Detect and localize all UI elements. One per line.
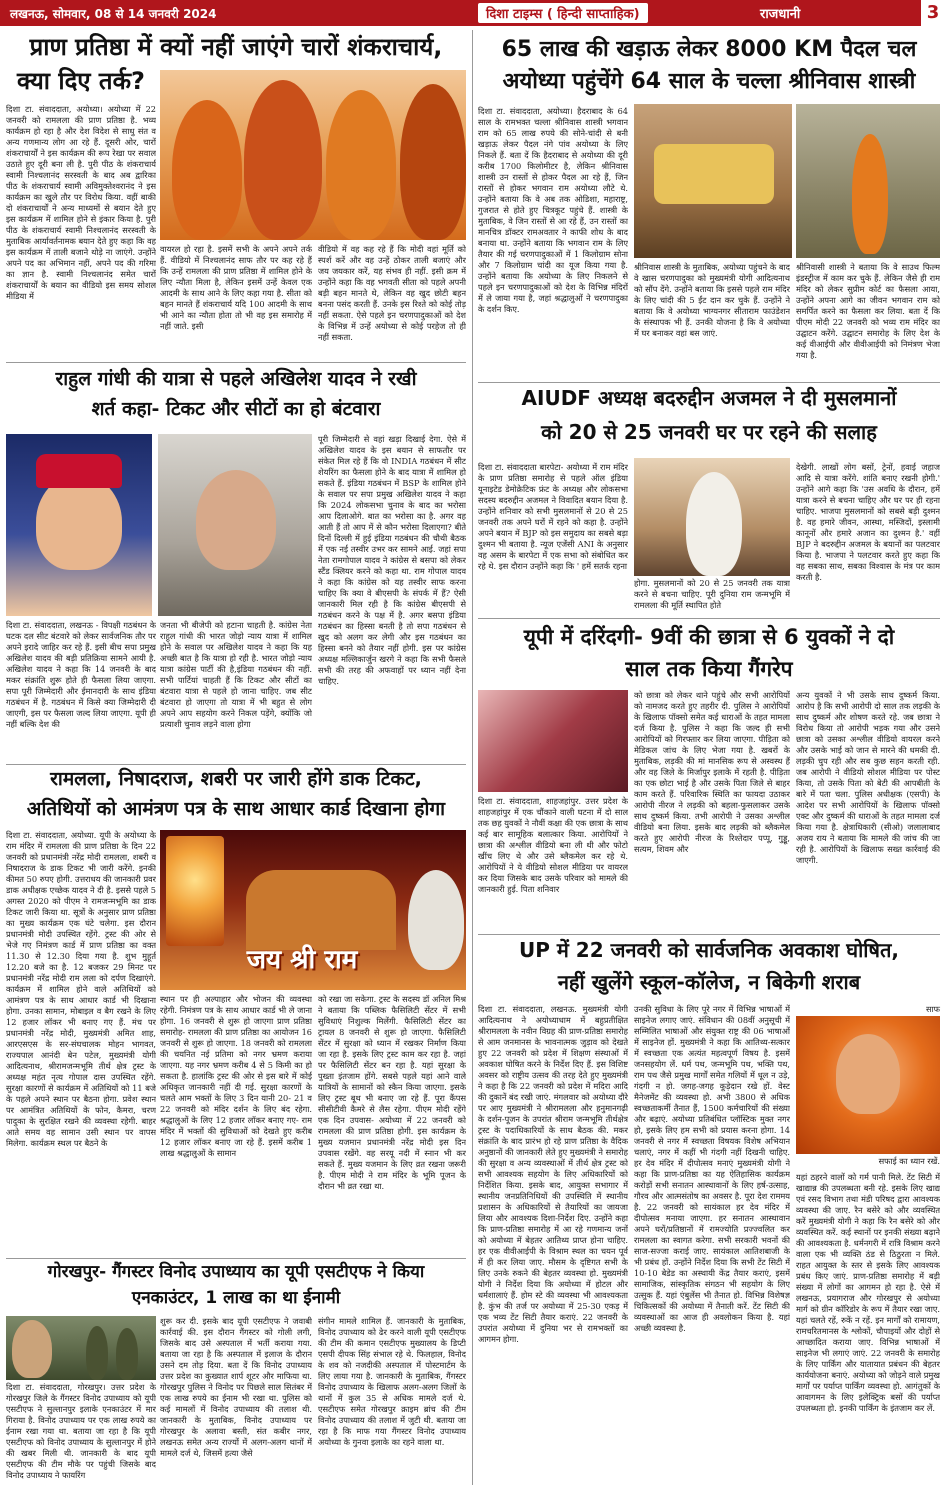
body-aiudf-col3: देखेगी. लाखों लोग बसों, ट्रेनों, हवाई जहाज आदि से यात्रा करेंगे. शांति बनाए रखनी होगी.' उन्होंने आगे कहा कि 'उस अवधि के दौरान, हमें यात्रा करने से बचना चाहिए और घर पर ही रहना चाहिए. भाजपा मुसलमानों को सबसे बड़ी दुश्मन है. वह हमारे जीवन, आस्था, मस्जिदों, इस्लामी कानूनों और हमारे अजान का दुश्मन है.' वहीं BJP ने बदरुद्दीन अजमल के बयानों का पलटवार किया है. भाजपा ने पलटवार करते हुए कहा कि वह सबका साथ, सबका विश्वास के मंत्र पर काम करती है. — [796, 462, 940, 582]
headline-aiudf-2: को 20 से 25 जनवरी घर पर रहने की सलाह — [541, 420, 877, 444]
photo-akhilesh — [6, 434, 152, 616]
headline-shankaracharya-1: प्राण प्रतिष्ठा में क्यों नहीं जाएंगे चारों शंकराचार्य, — [29, 33, 443, 61]
body-stamp-col3: को रखा जा सकेगा. ट्रस्ट के सदस्य डॉ अनिल मिश्र ने बताया कि पब्लिक फैसिलिटी सेंटर में सभी सुविधाएं निशुल्क मिलेंगी. फैसिलिटी सेंटर का ट्रायल 8 जनवरी से शुरू हो जाएगा. फैसिलिटी सेंटर में सुरक्षा को ध्यान में रखकर निर्माण किया जा रहा है. इसके लिए ट्रस्ट काम कर रहा है. जहां पर फैसिलिटी सेंटर बन रहा है. यहां सुरक्षा के पुख्ता इंतजाम होंगे. सबसे पहले यहां आने वाले यात्रियों के सामानों को स्कैन किया जाएगा. इसके लिए ट्रस्ट बूथ भी बनाए जा रहे हैं. पूरा कैंपस सीसीटीवी कैमरे से लैस रहेगा. पीएम मोदी रहेंगे एक दिन उपवास- अयोध्या में 22 जनवरी को रामलला की प्राण प्रतिष्ठा होगी. इस कार्यक्रम के मुख्य यजमान प्रधानमंत्री नरेंद्र मोदी इस दिन उपवास रखेंगे. वह सरयू नदी में स्नान भी कर सकते हैं. मुख्य यजमान के लिए व्रत रखना जरूरी है. पीएम मोदी ने राम मंदिर के भूमि पूजन के दौरान भी व्रत रखा था. — [318, 994, 466, 1191]
headline-shahjahanpur-1: यूपी में दरिंदगी- 9वीं की छात्रा से 6 युवकों ने दो — [523, 625, 895, 649]
masthead-date: लखनऊ, सोमवार, 08 से 14 जनवरी 2024 — [10, 7, 217, 21]
divider — [6, 362, 466, 363]
photo-crime-illustration — [478, 690, 628, 792]
police-figure — [116, 1328, 138, 1380]
body-holiday-col3: यहां ठहरने वालों को गर्म पानी मिले. टेंट सिटी में खाद्यान्न की उपलब्धता बनी रहे. इसके लिए खाद्य एवं रसद विभाग तथा मंडी परिषद द्वारा आवश्यक व्यवस्था की जाए. रैन बसेरे को और व्यवस्थित करें मुख्यमंत्री योगी ने कहा कि रैन बसेरे को और व्यवस्थित करें. कई स्थानों पर इनकी संख्या बढ़ाने की आवश्यकता है. धर्मनगरी में रात्रि विश्राम करने वाला एक भी व्यक्ति ठंड से ठिठुरता न मिले. राहत आयुक्त के स्तर से इसके लिए आवश्यक प्रबंध किए जाएं. प्राण-प्रतिष्ठा समारोह में बड़ी संख्या में लोगों का आगमन हो रहा है. ऐसे में लखनऊ, प्रयागराज और गोरखपुर से अयोध्या मार्ग को ग्रीन कॉरिडोर के रूप में तैयार रखा जाए. यहां चलते रहें, रुकें न रहें. इन मार्गों को रामायण, रामचरितमानस के श्लोकों, चौपाइयों और दोहों से आच्छादित कराया जाए. विभिन्न भाषाओं में साइनेज भी लगाएं जाएं. 22 जनवरी के समारोह के लिए पार्किंग और यातायात प्रबंधन की बेहतर कार्ययोजना बनाएं. अयोध्या को जोड़ने वाले प्रमुख मार्गों पर पर्याप्त पार्किंग व्यवस्था हो. आगंतुकों के आवागमन के लिए इलेक्ट्रिक बसों की पर्याप्त उपलब्धता हो. इनकी पार्किंग के इंतजाम कर लें. — [796, 1172, 940, 1413]
headline-rahul-1: राहुल गांधी की यात्रा से पहले अखिलेश यादव ने रखी — [55, 368, 417, 390]
photo-shastri-walking — [796, 104, 940, 258]
body-encounter-col1: दिशा टा. संवाददाता, गोरखपुर। उत्तर प्रदेश के गोरखपुर जिले के गैंगस्टर विनोद उपाध्याय को यूपी एसटीएफ ने सुल्तानपुर इलाके एनकाउंटर में मार गिराया है. विनोद उपाध्याय पर एक लाख रुपये का ईनाम रखा गया था. बताया जा रहा है कि यूपी एसटीएफ को विनोद उपाध्याय के सुल्तानपुर में होने की खबर मिली थी. जानकारी के बाद यूपी एसटीएफ की टीम मौके पर पहुंची जिसके बाद विनोद उपाध्याय ने फायरिंग — [6, 1382, 156, 1480]
red-cap — [36, 454, 122, 488]
body-aiudf-col1: दिशा टा. संवाददाता बारपेटा- अयोध्या में राम मंदिर के प्राण प्रतिष्ठा समारोह से पहले ऑल इंडिया यूनाइटेड डेमोक्रेटिक फ्रंट के अध्यक्ष और लोकसभा सदस्य बदरुद्दीन अजमल ने विवादित बयान दिया है. उन्होंने शनिवार को सभी मुसलमानों से 20 से 25 जनवरी तक अपने घरों में रहने को कहा है. उन्होंने अपने बयान में BJP को इस समुदाय का सबसे बड़ा दुश्मन भी बताया है. न्यूज एजेंसी ANI के अनुसार वह असम के बारपेटा में एक सभा को संबोधित कर रहे थे. इस दौरान उन्होंने कहा कि ' हमें सतर्क रहना — [478, 462, 628, 571]
divider — [6, 764, 466, 765]
body-shankaracharya-col2: वायरल हो रहा है. इसमें सभी के अपने अपने तर्क हैं. वीडियो में निश्चलानंद साफ तौर पर कह रहे हैं कि उन्हें रामलला की प्राण प्रतिष्ठा में शामिल होने के लिए न्यौता मिला है, लेकिन इसमें उन्हें केवल एक आदमी के साथ आने के लिए कहा गया है. सीता को बहन मानते हैं शंकराचार्य यदि 100 आदमी के साथ भी आने का न्यौता होता तो भी वह इस समारोह में नहीं जाते. इसी — [160, 244, 312, 331]
body-stamp-col1: दिशा टा. संवाददाता, अयोध्या. यूपी के अयोध्या के राम मंदिर में रामलला की प्राण प्रतिष्ठा के दिन 22 जनवरी को प्रधानमंत्री नरेंद्र मोदी रामलला, शबरी व निषादराज के डाक टिकट भी जारी करेंगे. इनकी कीमत 50 रुपए होगी. उत्तराधय की जानकारी प्रवर डाक अधीक्षक एच्छेक यादव ने दी है. इससे पहले 5 अगस्त 2020 को पीएम ने रामजन्मभूमि का डाक टिकट जारी किया था. सूत्रों के अनुसार प्राण प्रतिष्ठा का मुख्य कार्यक्रम एक घंटे चलेगा. इस दौरान प्रधानमंत्री मोदी उपस्थित रहेंगे. ट्रस्ट की ओर से भेजे गए निमंत्रण कार्ड में प्राण प्रतिष्ठा का वक्त 11.30 से 12.30 दिया गया है. शुभ मुहूर्त 12.20 बजे का है. 12 बजकर 29 मिनट पर प्रधानमंत्री नरेंद्र मोदी राम लला को दर्पण दिखाएंगे. कार्यक्रम में शामिल होने वाले अतिथियों को आमंत्रण पत्र के साथ आधार कार्ड भी दिखाना होगा. उनका सामान, मोबाइल व बैग रखने के लिए 12 हजार लॉकर भी बनाए गए हैं. मंच पर प्रधानमंत्री नरेंद्र मोदी, मुख्यमंत्री अमित शाह, आरएसएस के सर-संघचालक मोहन भागवत, राज्यपाल आनंदी बेन पटेल, मुख्यमंत्री योगी आदित्यनाथ, श्रीरामजन्मभूमि तीर्थ क्षेत्र ट्रस्ट के अध्यक्ष महंत नृत्य गोपाल दास उपस्थित रहेंगे. सुरक्षा कारणों से कार्यक्रम में अतिथियों को 11 बजे के पहले अपने स्थान पर बैठना होगा. प्रवेश स्थान पर आमंत्रित अतिथियों के फोन, कैमरा, चरण पादुका के सुरक्षित रखने की व्यवस्था रहेगी. बाहर आते समय वह सामान उसी स्थान पर वापस मिलेगा. कार्यक्रम स्थल पर बैठने के — [6, 830, 156, 1148]
headline-holiday-2: नहीं खुलेंगे स्कूल-कॉलेज, न बिकेगी शराब — [557, 970, 861, 994]
headline-khadau-1: 65 लाख की खड़ाऊ लेकर 8000 KM पैदल चल — [501, 37, 917, 62]
body-encounter-col2: शुरू कर दी. इसके बाद यूपी एसटीएफ ने जवाबी कार्रवाई की. इस दौरान गैंगस्टर को गोली लगी, जिसके बाद उसे अस्पताल में भर्ती कराया गया. बताया जा रहा है कि अस्पताल में इलाज के दौरान उसने दम तोड़ दिया. बता दें कि विनोद उपाध्याय उत्तर प्रदेश का कुख्यात शार्प शूटर और माफिया था. गोरखपुर पुलिस ने विनोद पर पिछले साल सितंबर में एक लाख रुपये का ईनाम भी रखा था. पुलिस को कई मामलों में विनोद उपाध्याय की तलाश थी. जानकारी के मुताबिक, विनोद उपाध्याय पर गोरखपुर के अलावा बस्ती, संत कबीर नगर, लखनऊ समेत अन्य राज्यों में अलग-अलग थानों में मामले दर्ज थे, जिसमें हत्या जैसे — [160, 1316, 312, 1458]
photo-encounter — [6, 1316, 156, 1380]
caption-holiday-top: साफ — [926, 1004, 940, 1014]
photo-ajmal — [634, 458, 790, 576]
modi-figure — [408, 870, 464, 970]
khadau-object — [654, 144, 774, 204]
photo-yogi — [796, 1016, 940, 1154]
masthead — [0, 0, 945, 26]
headline-aiudf-1: AIUDF अध्यक्ष बदरुद्दीन अजमल ने दी मुसलमानों — [521, 386, 897, 410]
photo-ram-idol — [166, 836, 224, 946]
headline-shankaracharya-2: क्या दिए तर्क? — [17, 67, 145, 95]
body-holiday-col2: उनकी सुविधा के लिए पूरे नगर में विभिन्न भाषाओं में साइनेज लगाए जाएं. संविधान की 08वीं अनुसूची में सम्मिलित भाषाओं और संयुक्त राष्ट्र की 06 भाषाओं में साइनेज हों. मुख्यमंत्री ने कहा कि आतिथ्य-सत्कार में स्वच्छता एक अत्यंत महत्वपूर्ण विषय है. इसमें जनसहयोग लें. धर्म पथ, जन्मभूमि पथ, भक्ति पथ, राम पथ जैसे प्रमुख मार्गों समेत गलियों में धूल न उड़े, गंदगी न हो. जगह-जगह कूड़ेदान रखे हों. वेस्ट मैनेजमेंट की व्यवस्था हो. अभी 3800 से अधिक स्वच्छताकर्मी तैनात हैं, 1500 कर्मचारियों की संख्या और बढ़ाएं. अयोध्या प्रतिबंधित प्लॉस्टिक मुक्त नगर हो, इसके लिए हम सभी को प्रयास करना होगा. 14 जनवरी से नगर में स्वच्छता विषयक विशेष अभियान चलाएं, नगर में कहीं भी गंदगी नहीं दिखनी चाहिए. हर देव मंदिर में दीपोत्सव मनाएं मुख्यमंत्री योगी ने कहा कि प्राण-प्रतिष्ठा का यह ऐतिहासिक कार्यक्रम करोड़ों सभी सनातन आस्थावानों के लिए हर्ष-उत्साह, गौरव और आत्मसंतोष का अवसर है. पूरा देश राममय है. 22 जनवरी को सायंकाल हर देव मंदिर में दीपोत्सव मनाया जाएगा. हर सनातन आस्थावान अपने घरों/प्रतिष्ठानों में रामज्योति प्रज्ज्वलित कर रामलला का स्वागत करेगा. सभी सरकारी भवनों की साज-सज्जा कराई जाए. सायंकाल आतिशबाजी के भी प्रबंध हों. उन्होंने निर्देश दिया कि सभी टेंट सिटी में 10-10 बेडेड का अस्थायी केंद्र तैयार कराएं, इसमें सामाजिक, सांस्कृतिक संगठन भी सहयोग के लिए उत्सुक हैं. यहां एंबुलेंस भी तैनात हो. विभिन्न विशेषज्ञ चिकित्सकों की अयोध्या में तैनाती करें. टेंट सिटी की व्यवस्थाओं का आज ही अवलोकन किया है. यहां अच्छी व्यवस्था है. — [634, 1004, 790, 1333]
body-shankaracharya-col3: वीडियो में वह कह रहे हैं कि मोदी वहां मूर्ति को स्पर्श करें और वह उन्हें ठोकर ताली बजाएं और जय जयकार करें, यह संभव ही नहीं. इसी क्रम में उन्होंने कहा कि वह भगवती सीता को पहले अपनी बड़ी बहन मानते थे, लेकिन वह खुद छोटी बहन बनना पसंद करती हैं. उनके इस रिश्ते को कोई तोड़ नहीं सकता. ऐसे पहले इन चरणपादुकाओं को देश के विभिन्न में उन्हें अयोध्या से कोई परहेज तो ही नहीं सकता. — [318, 244, 466, 342]
face — [196, 470, 276, 570]
face — [36, 474, 122, 570]
headline-stamp-1: रामलला, निषादराज, शबरी पर जारी होंगे डाक टिकट, — [50, 768, 422, 790]
column-divider — [472, 30, 473, 1485]
caption-holiday-mid: सफाई का ध्यान रखें. — [878, 1156, 940, 1166]
divider — [478, 934, 940, 935]
page-number: 3 — [921, 0, 945, 26]
body-aiudf-col2: होगा. मुसलमानों को 20 से 25 जनवरी तक यात्रा करने से बचना चाहिए. पूरी दुनिया राम जन्मभूमि में रामलला की मूर्ति स्थापित होते — [634, 578, 790, 610]
body-shahjahanpur-col2: को छात्रा को लेकर थाने पहुंचे और सभी आरोपियों को नामजद करते हुए तहरीर दी. पुलिस ने आरोपियों के खिलाफ पॉक्सो समेत कई धाराओं के तहत मामला दर्ज किया है. पुलिस ने कहा कि जल्द ही सभी आरोपियों को गिरफ्तार कर लिया जाएगा. पीड़िता को मेडिकल जांच के लिए भेजा गया है. खबरों के मुताबिक, लड़की की मां मानसिक रूप से अस्वस्थ हैं और वह जिले के मिर्जापुर इलाके में रहती है. पीड़िता का एक छोटा भाई है और उसके पिता जिले से बाहर काम करते हैं. परिवारिक स्थिति का फायदा उठाकर आरोपी नीरज ने लड़की को बहला-फुसलाकर उसके साथ दुष्कर्म किया. तभी आरोपी ने उसका अश्लील वीडियो बना लिया. इसके बाद लड़की को ब्लैकमेल करते हुए आरोपी नीरज के रिश्तेदार पप्पू, गुड्डू, सत्यम, शिवम और — [634, 690, 790, 854]
divider — [478, 382, 940, 383]
temple-structure — [246, 870, 396, 950]
body-encounter-col3: संगीन मामले शामिल हैं. जानकारी के मुताबिक, विनोद उपाध्याय को ढेर करने वाली यूपी एसटीएफ की टीम की कमान एसटीएफ मुख्यालय के डिप्टी एसपी दीपक सिंह संभाल रहे थे. फिलहाल, विनोद के शव को नजदीकी अस्पताल में पोस्टमार्टम के लिए लाया गया है. जानकारी के मुताबिक, गैंगस्टर विनोद उपाध्याय के खिलाफ अलग-अलग जिलों के थानों में कुल 35 से अधिक मामले दर्ज थे. एसटीएफ समेत गोरखपुर क्राइम ब्रांच की टीम विनोद उपाध्याय की तलाश में जुटी थी. बताया जा रहा है कि माफ गया गैंगस्टर विनोद उपाध्याय अयोध्या के गुनवा इलाके का रहने वाला था. — [318, 1316, 466, 1447]
body-rahul-col3: पूरी जिम्मेदारी से वहां खड़ा दिखाई देगा. ऐसे में अखिलेश यादव के इस बयान से साफतौर पर संकेत मिल रहे हैं कि वो INDIA गठबंधन में सीट शेयरिंग का फैसला होने के बाद यात्रा में शामिल हो सकते हैं. इंडिया गठबंधन में BSP के शामिल होने के सवाल पर सपा प्रमुख अखिलेश यादव ने कहा कि 2024 लोकसभा चुनाव के बाद का भरोसा आप दिलाओगे. बात का भरोसा का है. अगर वह आती हैं तो आप में से कौन भरोसा दिलाएगा? बीते दिनों दिल्ली में हुई इंडिया गठबंधन की चौथी बैठक में एक नई तस्वीर उभर कर सामने आई. जहां सपा नेता रामगोपाल यादव ने कांग्रेस से बसपा को लेकर स्टैंड क्लियर करने को कहा था. राम गोपाल यादव ने कहा कि कांग्रेस को यह तस्वीर साफ करना चाहिए कि क्या वे बीएसपी के संपर्क में हैं? ऐसी जानकारी मिल रही है कि कांग्रेस बीएसपी से गठबंधन करने के पक्ष में है. अगर बसपा इंडिया गठबंधन का हिस्सा बनती है तो सपा गठबंधन से खुद को अलग कर लेगी और इस गठबंधन का हिस्सा बनने को तैयार नहीं होगी. इस पर कांग्रेस अध्यक्ष मल्लिकार्जुन खरगे ने कहा कि सभी फैसले सभी की तरह की अफवाहों पर ध्यान नहीं देना चाहिए. — [318, 434, 466, 686]
photo-rahul — [158, 434, 312, 616]
body-shahjahanpur-col1: दिशा टा. संवाददाता, शाहजहांपुर. उत्तर प्रदेश के शाहजहांपुर में एक चौंकाने वाली घटना में दो साल तक छह युवकों ने नौवीं कक्षा की एक छात्रा के साथ कई बार सामूहिक बलात्कार किया. आरोपियों ने छात्रा की अश्लील वीडियो बना ली थी और फोटो खींच लिए थे और उसे ब्लैकमेल कर रहे थे. आरोपियों ने ये वीडियो सोशल मीडिया पर वायरल कर दिया जिसके बाद उसके परिवार को मामले की जानकारी हुई. पिता शनिवार — [478, 796, 628, 894]
body-rahul-col2: जनता भी बीजेपी को हटाना चाहती है. कांग्रेस नेता राहुल गांधी की भारत जोड़ो न्याय यात्रा में शामिल होने के सवाल पर अखिलेश यादव ने कहा कि यह अच्छी बात है कि यात्रा हो रही है. भारत जोड़ो न्याय यात्रा कांग्रेस पार्टी की है,इंडिया गठबंधन की नहीं. सभी पार्टियां चाहती हैं कि टिकट और सीटों का बंटवारा यात्रा से पहले हो जाना चाहिए. जब सीट बंटवारा हो जाएगा तो यात्रा में भी बहुत से लोग अपने आप सहयोग करने निकल पड़ेंगे, क्योंकि जो प्रत्याशी चुनाव लड़ने वाला होगा — [160, 620, 312, 729]
figure-4 — [400, 84, 466, 240]
photo-khadau-offerings — [634, 104, 792, 258]
photo-shankaracharyas — [160, 70, 466, 240]
divider — [6, 1258, 466, 1259]
masthead-paper-name: दिशा टाइम्स ( हिन्दी साप्ताहिक) — [478, 3, 648, 23]
body-khadau-col2: श्रीनिवास शास्त्री के मुताबिक, अयोध्या पहुंचने के बाद वे खास चरणपादुका को मुख्यमंत्री योगी आदित्यनाथ को सौंप देंगे. उन्होंने बताया कि इससे पहले राम मंदिर के लिए चांदी की 5 ईंट दान कर चुके हैं. उन्होंने ने बताया कि वे अयोध्या भाग्यनगर सीताराम फाउंडेशन के संस्थापक भी हैं. उनकी योजना है कि वे अयोध्या में घर बनाकर वहां बस जाएं. — [634, 262, 790, 338]
headline-khadau-2: अयोध्या पहुंचेंगे 64 साल के चल्ला श्रीनिवास शास्त्री — [502, 69, 916, 94]
figure-2 — [244, 80, 322, 240]
headline-shahjahanpur-2: साल तक किया गैंगरेप — [625, 657, 793, 681]
headline-encounter-2: एनकाउंटर, 1 लाख का था ईनामी — [131, 1288, 341, 1308]
body-khadau-col3: श्रीनिवासी शास्त्री ने बताया कि वे साउथ फिल्म इंडस्ट्रीज में काम कर चुके हैं. लेकिन जैसे ही राम मंदिर को लेकर सुप्रीम कोर्ट का फैसला आया, उन्होंने अपना आगे का जीवन भगवान राम को समर्पित करने का फैसला कर लिया. बता दें कि पीएम मोदी 22 जनवरी को भव्य राम मंदिर का उद्घाटन करेंगे. उद्घाटन समारोह के लिए देश के कई वीआईपी और वीवीआईपी को निमंत्रण भेजा गया है. — [796, 262, 940, 360]
body-shankaracharya-col1: दिशा टा. संवाददाता, अयोध्या। अयोध्या में 22 जनवरी को रामलला की प्राण प्रतिष्ठा है. भव्य कार्यक्रम हो रहा है और देश विदेश से साधु संत व अन्य गणमान्य लोग आ रहे हैं. दूसरी ओर, चारों शंकराचार्यों ने इस कार्यक्रम की रूप रेखा पर सवाल उठाते हुए दूरी बना ली है. पुरी पीठ के शंकराचार्य स्वामी निश्चलानंद सरस्वती के बाद अब द्वारिका पीठ के शंकराचार्य स्वामी अविमुक्तेश्वरानंद ने इस कार्यक्रम का खुले तौर पर विरोध किया. वहीं बाकी दो शंकराचार्यों ने अन्य माध्यमों से बयान देते हुए इस कार्यक्रम में शामिल होने से इंकार किया है. पुरी पीठ के शंकराचार्य स्वामी निश्चलानंद सरस्वती के मुताबिक आर्यावर्तनामक बयान देते हुए कहा कि वह इस कार्यक्रम में ताली बजाने थोड़े ना जाएंगे. उन्होंने अपने पद का अभिमान नहीं, अपने पद की गरिमा का ज्ञान है. स्वामी निश्चलानंद समेत चारों शंकराचार्यों के बयान का वीडियो इस समय सोशल मीडिया में — [6, 104, 156, 301]
body-shahjahanpur-col3: अन्य युवकों ने भी उसके साथ दुष्कर्म किया. आरोप है कि सभी आरोपी दो साल तक लड़की के साथ दुष्कर्म और शोषण करते रहे. जब छात्रा ने विरोध किया तो आरोपी भड़क गया और उसने छात्रा को उसका अश्लील वीडियो वायरल करने और उसके भाई को जान से मारने की धमकी दी. लड़की चुप रही और सब कुछ सहन करती रही. जब आरोपी ने वीडियो सोशल मीडिया पर पोस्ट किया, तो उसके पिता को बेटी की आपबीती के बारे में पता चला. पुलिस अधीक्षक (एसपी) के आदेश पर सभी आरोपियों के खिलाफ पॉक्सो एक्ट और दुष्कर्म की धाराओं के तहत मामला दर्ज किया गया है. क्षेत्राधिकारी (सीओ) जलालाबाद अजय राय ने बताया कि मामले की जांच की जा रही है. आरोपियों के खिलाफ सख्त कार्रवाई की जाएगी. — [796, 690, 940, 865]
body-holiday-col1: दिशा टा. संवाददाता, लखनऊ. मुख्यमंत्री योगी आदित्यनाथ ने अयोध्याधाम में बहुप्रतीक्षित श्रीरामलला के नवीन विग्रह की प्राण-प्रतिष्ठा समारोह से आम जनमानस के भावनात्मक जुड़ाव को देखते हुए 22 जनवरी को प्रदेश में शिक्षण संस्थाओं में अवकाश घोषित करने के निर्देश दिए हैं. इस विशिष्ट अवसर को राष्ट्रीय उत्सव की तरह देते हुए मुख्यमंत्री ने कहा है कि 22 जनवरी को प्रदेश में मदिरा आदि की दुकानें बंद रखी जाएं. मंगलवार को अयोध्या दौरे पर आए मुख्यमंत्री ने श्रीरामलला और हनुमानगढ़ी के दर्शन-पूजन के उपरांत श्रीराम जन्मभूमि तीर्थक्षेत्र ट्रस्ट के पदाधिकारियों के साथ बैठक की. मकर संक्रांति के बाद प्रारंभ हो रहे प्राण प्रतिष्ठा के वैदिक अनुष्ठानों की जानकारी लेते हुए मुख्यमंत्री ने समारोह की सुरक्षा व अन्य व्यवस्थाओं में तीर्थ क्षेत्र ट्रस्ट को सभी आवश्यक सहयोग के लिए अधिकारियों को निर्देशित किया. इसके बाद, आयुक्त सभागार में स्थानीय जनप्रतिनिधियों की उपस्थिति में स्थानीय प्रशासन के अधिकारियों से तैयारियों का जायजा लिया और आवश्यक दिशा-निर्देश दिए. उन्होंने कहा कि प्राण-प्रतिष्ठा समारोह में आ रहे गणमान्य जनों को अयोध्या में बेहतर आतिथ्य प्राप्त होना चाहिए. हर एक वीवीआईपी के विश्राम स्थल का चयन पूर्व में ही कर लिया जाए. मौसम के दृष्टिगत सभी के लिए उनके रुकने की बेहतर व्यवस्था हो. मुख्यमंत्री योगी ने निर्देश दिया कि अयोध्या में होटल और धर्मशालाएं हैं. होम स्टे की व्यवस्था भी आवश्यकता है. कुंभ की तर्ज पर अयोध्या में 25-30 एकड़ में एक भव्य टेंट सिटी तैयार कराएं. 22 जनवरी के उपरांत अयोध्या में दुनिया भर से रामभक्तों का आगमन होगा. — [478, 1004, 628, 1344]
body-stamp-col2: स्थान पर ही अल्पाहार और भोजन की व्यवस्था रहेगी. निमंत्रण पत्र के साथ आधार कार्ड भी ले जाना होगा. 16 जनवरी से शुरू हो जाएगा प्राण प्रतिष्ठा समारोह- रामलला की प्राण प्रतिष्ठा का आयोजन 16 जनवरी से शुरू हो जाएगा. 18 जनवरी को रामलला की चयनित नई प्रतिमा को नगर भ्रमण कराया जाएगा. यह नगर भ्रमण करीब 4 से 5 किमी का हो सकता है. हालांकि ट्रस्ट की ओर से इस बारे में कोई अधिकृत जानकारी नहीं दी गई. सुरक्षा कारणों के चलते आम भक्तों के लिए 3 दिन यानी 20- 21 व 22 जनवरी को मंदिर दर्शन के लिए बंद रहेगा. श्रद्धालुओं के लिए 12 हजार लॉकर बनाए गए- राम मंदिर में भक्तों की सुविधाओं को देखते हुए करीब 12 हजार लॉकर बनाए जा रहे हैं. इसमें करीब 1 लाख श्रद्धालुओं के सामान — [160, 994, 312, 1158]
body-khadau-col1: दिशा टा. संवाददाता, अयोध्या। हैदराबाद के 64 साल के रामभक्त चल्ला श्रीनिवास शास्त्री भगवान राम को 65 लाख रुपये की सोने-चांदी से बनी खड़ाऊ लेकर पैदल नंगे पांव अयोध्या के लिए निकले हैं. बता दें कि हैदराबाद से अयोध्या की दूरी करीब 1700 किलोमीटर है, लेकिन श्रीनिवास शास्त्री उन रास्तों से होकर पैदल आ रहे हैं, जिन रास्तों से होकर भगवान राम अयोध्या लौटे थे. उन्होंने बताया कि वे अब तक ओडिशा, महाराष्ट्र, गुजरात से होते हुए चित्रकूट पहुंचे हैं. शास्त्री के मुताबिक, वे जिन रास्तों से आ रहे हैं, उन रास्तों का मानचित्र डॉक्टर रामअवतार ने काफी शोध के बाद बनाया था. उन्होंने बताया कि भगवान राम के लिए तैयार की गई चरणपादुकाओं में 1 किलोग्राम सोना और 7 किलोग्राम चांदी का यूज किया गया है. उन्होंने बताया कि अयोध्या के लिए निकलने से पहले इन चरणपादुकाओं को देश के विभिन्न मंदिरों में ले जाया गया है, जहां श्रद्धालुओं ने चरणपादुका के दर्शन किए. — [478, 106, 628, 314]
portrait-inset — [12, 1320, 52, 1378]
headline-stamp-2: अतिथियों को आमंत्रण पत्र के साथ आधार कार्ड दिखाना होगा — [26, 798, 446, 820]
jai-shri-ram-banner: जय श्री राम — [246, 945, 358, 975]
masthead-section: राजधानी — [760, 7, 801, 22]
figure-1 — [172, 100, 242, 240]
figure-3 — [326, 90, 396, 240]
face — [836, 1034, 900, 1114]
headline-encounter-1: गोरखपुर- गैंगस्टर विनोद उपाध्याय का यूपी एसटीएफ ने किया — [47, 1262, 425, 1282]
police-figure — [86, 1326, 108, 1380]
divider — [478, 618, 940, 619]
headline-rahul-2: शर्त कहा- टिकट और सीटों का हो बंटवारा — [91, 398, 381, 420]
walking-figure — [852, 134, 888, 254]
body-rahul-col1: दिशा टा. संवाददाता, लखनऊ - विपक्षी गठबंधन के घटक दल सीट बंटवारे को लेकर सार्वजनिक तौर पर अपने इरादे जाहिर कर रहे हैं. इसी बीच सपा प्रमुख अखिलेश यादव की बड़ी प्रतिक्रिया सामने आयी है. अखिलेश यादव ने कहा कि 14 जनवरी के बाद मकर संक्रांति शुरू होते ही फैसला लिया जाएगा. सपा पूरी जिम्मेदारी और ईमानदारी के साथ इंडिया गठबंधन में है. गठबंधन में किसे क्या जिम्मेदारी दी जाएगी, इस पर फैसला जल्द लिया जाएगा. यूपी ही नहीं बल्कि देश की — [6, 620, 156, 729]
white-kurta-figure — [686, 472, 742, 576]
headline-holiday-1: UP में 22 जनवरी को सार्वजनिक अवकाश घोषित, — [519, 938, 899, 962]
